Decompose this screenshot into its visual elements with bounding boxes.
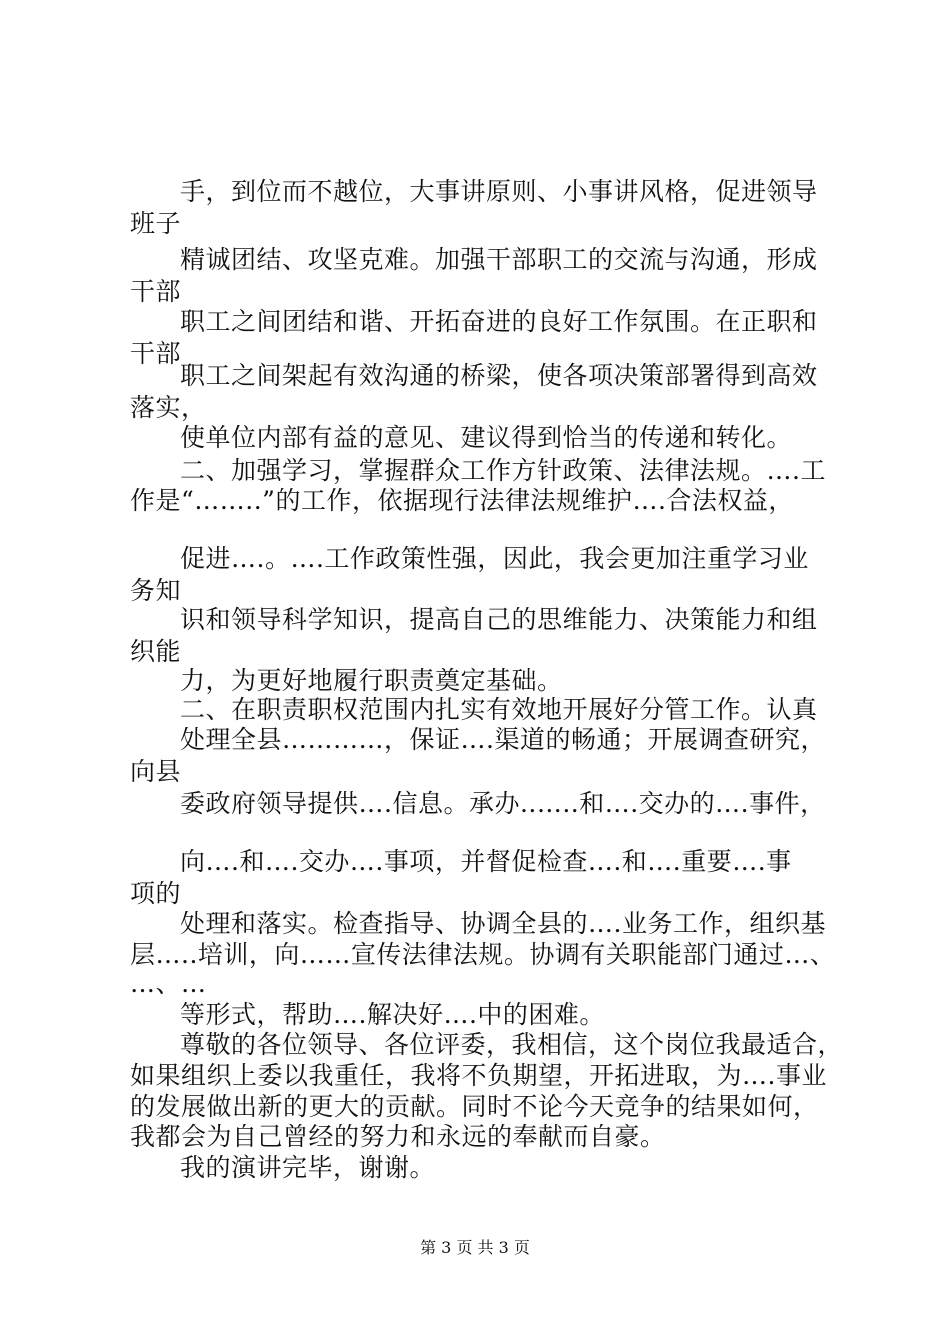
- text-line: 务知: [130, 576, 182, 605]
- text-line: 二、在职责职权范围内扎实有效地开展好分管工作。认真: [180, 695, 818, 724]
- text-line: 处理和落实。检查指导、协调全县的….业务工作，组织基: [180, 909, 826, 938]
- text-line: 力，为更好地履行职责奠定基础。: [180, 666, 563, 695]
- text-line: 我都会为自己曾经的努力和永远的奉献而自豪。: [130, 1122, 666, 1151]
- text-line: 干部: [130, 277, 182, 306]
- text-line: 精诚团结、攻坚克难。加强干部职工的交流与沟通，形成: [180, 245, 818, 274]
- text-line: 干部: [130, 339, 182, 368]
- text-line: 手，到位而不越位，大事讲原则、小事讲风格，促进领导: [180, 177, 818, 206]
- text-line: 向县: [130, 757, 182, 786]
- text-line: 尊敬的各位领导、各位评委，我相信，这个岗位我最适合，: [180, 1030, 844, 1059]
- text-line: 识和领导科学知识，提高自己的思维能力、决策能力和组: [180, 605, 818, 634]
- text-line: 落实，: [130, 393, 207, 422]
- text-line: 职工之间团结和谐、开拓奋进的良好工作氛围。在正职和: [180, 307, 818, 336]
- text-line: 如果组织上委以我重任，我将不负期望，开拓进取，为….事业: [130, 1061, 827, 1090]
- text-line: 的发展做出新的更大的贡献。同时不论今天竞争的结果如何，: [130, 1092, 819, 1121]
- text-line: 处理全县…………，保证….渠道的畅通；开展调查研究，: [180, 725, 826, 754]
- text-line: 向….和….交办….事项，并督促检查….和….重要….事: [180, 847, 792, 876]
- text-line: 职工之间架起有效沟通的桥梁，使各项决策部署得到高效: [180, 361, 818, 390]
- text-line: 委政府领导提供….信息。承办..…..和….交办的….事件，: [180, 789, 826, 818]
- text-line: 班子: [130, 209, 182, 238]
- text-line: …、…: [130, 969, 207, 998]
- text-line: 作是“……..”的工作，依据现行法律法规维护….合法权益，: [130, 486, 794, 515]
- text-line: 等形式，帮助….解决好….中的困难。: [180, 1000, 605, 1029]
- text-line: 我的演讲完毕，谢谢。: [180, 1153, 436, 1182]
- text-line: 促进….。….工作政策性强，因此，我会更加注重学习业: [180, 544, 809, 573]
- text-line: 层…..培训，向……宣传法律法规。协调有关职能部门通过…、: [130, 940, 836, 969]
- text-line: 二、加强学习，掌握群众工作方针政策、法律法规。….工: [180, 456, 826, 485]
- text-line: 使单位内部有益的意见、建议得到恰当的传递和转化。: [180, 423, 793, 452]
- text-line: 项的: [130, 879, 182, 908]
- page-number-footer: 第 3 页 共 3 页: [420, 1238, 530, 1257]
- text-line: 织能: [130, 637, 182, 666]
